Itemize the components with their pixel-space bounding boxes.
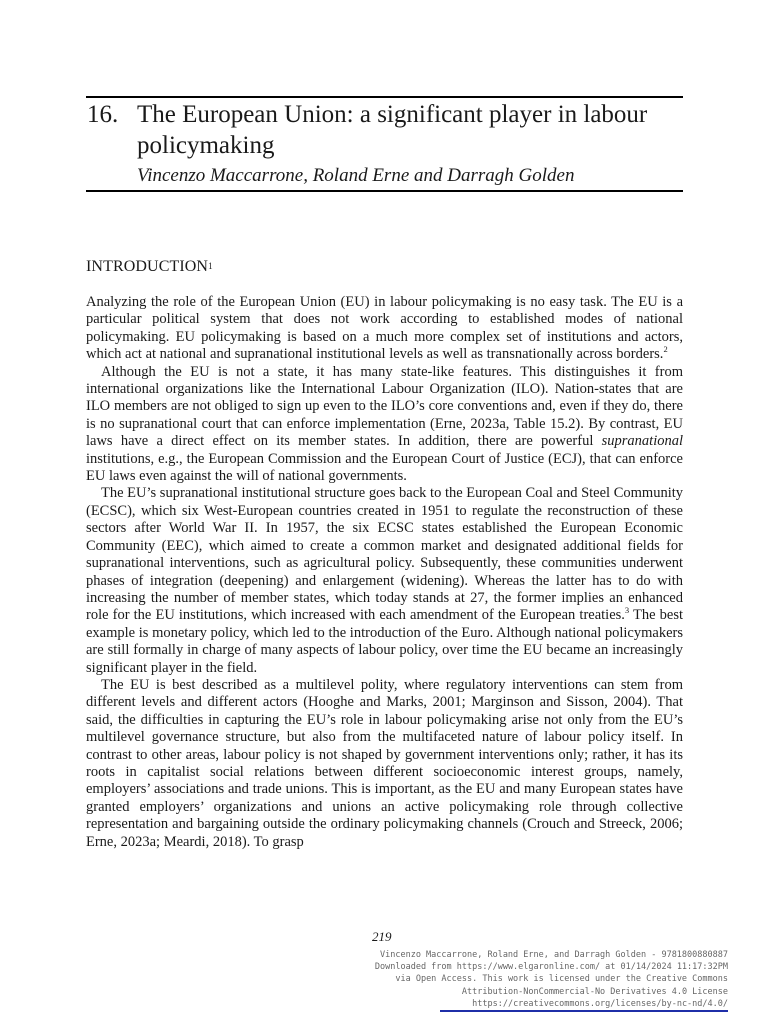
footer-line-download: Downloaded from https://www.elgaronline.com/ at 01/14/2024 11:17:32PM <box>374 962 728 973</box>
footnote-ref-1[interactable]: 1 <box>208 261 213 271</box>
paragraph-1-text: Analyzing the role of the European Union (EU) in labour policymaking is no easy task. The EU is a particular political system that does not work according to established modes of national policymaking. EU policymaking is based on a much more complex set of institutions and actors, which act at national and supranational institutional levels as well as transnationally across borders. <box>86 294 683 363</box>
chapter-authors: Vincenzo Maccarrone, Roland Erne and Darragh Golden <box>137 165 575 186</box>
footnote-ref-2[interactable]: 2 <box>663 344 668 355</box>
paragraph-2-text-before: Although the EU is not a state, it has many state-like features. This distinguishes it from international organizations like the International Labour Organization (ILO). Nation-states that are ILO members are not obliged to sign up even to the ILO’s core conventions and, even if they do, there is no supranational court that can enforce implementation (Erne, 2023a, Table 15.2). By contrast, EU laws have a direct effect on its member states. In addition, there are powerful <box>86 363 683 450</box>
paragraph-3-text-before: The EU’s supranational institutional structure goes back to the European Coal and Steel Community (ECSC), which six West-European countries created in 1951 to regulate the reconstruction of these sectors after World War II. In 1957, the six ECSC states established the European Economic Community (EEC), which aimed to create a common market and designated additional fields for supranational interventions, such as agricultural policy. Subsequently, these communities underwent phases of integration (deepening) and enlargement (widening). Whereas the latter has to do with increasing the number of member states, which today stands at 27, the former implies an enhanced role for the EU institutions, which increased with each amendment of the European treaties. <box>86 485 683 624</box>
download-footer <box>268 949 728 1010</box>
chapter-top-rule <box>86 96 683 98</box>
body-text <box>86 294 683 851</box>
footer-line-license-2: Attribution-NonCommercial-No Derivatives 4.0 License <box>461 986 728 997</box>
paragraph-1 <box>86 294 683 364</box>
paragraph-3 <box>86 485 683 676</box>
footer-link-underline <box>440 1010 728 1012</box>
paragraph-2-emphasis: supranational <box>601 433 683 450</box>
page-number: 219 <box>372 929 392 944</box>
footer-line-authors: Vincenzo Maccarrone, Roland Erne, and Darragh Golden - 9781800880887 <box>380 950 728 960</box>
chapter-title: The European Union: a significant player in labour policymaking <box>137 101 648 159</box>
paragraph-4-text: The EU is best described as a multilevel polity, where regulatory interventions can stem from different levels and different actors (Hooghe and Marks, 2001; Marginson and Sisson, 2004). That said, the difficulties in capturing the EU’s role in labour policymaking arise not only from the EU’s multilevel governance structure, but also from the multifaceted nature of labour policy itself. In contrast to other areas, labour policy is not shaped by government interventions only; rather, it has its roots in capitalist social relations between different socioeconomic interest groups, namely, employers’ associations and trade unions. This is important, as the EU and many European states have granted employers’ organizations and unions an active policymaking role through collective representation and bargaining outside the ordinary policymaking channels (Crouch and Streeck, 2006; Erne, 2023a; Meardi, 2018). To grasp <box>86 676 683 850</box>
section-heading-text: INTRODUCTION <box>86 258 209 275</box>
footer-license-link[interactable]: https://creativecommons.org/licenses/by-nc-nd/4.0/ <box>472 998 728 1009</box>
chapter-bottom-rule <box>86 190 683 192</box>
paragraph-2 <box>86 364 683 486</box>
chapter-number: 16. <box>87 101 119 128</box>
section-heading <box>86 257 213 277</box>
footnote-ref-3[interactable]: 3 <box>624 605 630 616</box>
paragraph-2-text-after: institutions, e.g., the European Commission and the European Court of Justice (ECJ), that can enforce EU laws even against the will of national governments. <box>86 450 683 485</box>
paragraph-3-text-after: The best example is monetary policy, which led to the introduction of the Euro. Although national policymakers are still formally in charge of many aspects of labour policy, over time the EU became an increasingly significant player in the field. <box>86 607 683 676</box>
footer-line-license-1: via Open Access. This work is licensed under the Creative Commons <box>395 974 728 985</box>
paragraph-4 <box>86 677 683 851</box>
